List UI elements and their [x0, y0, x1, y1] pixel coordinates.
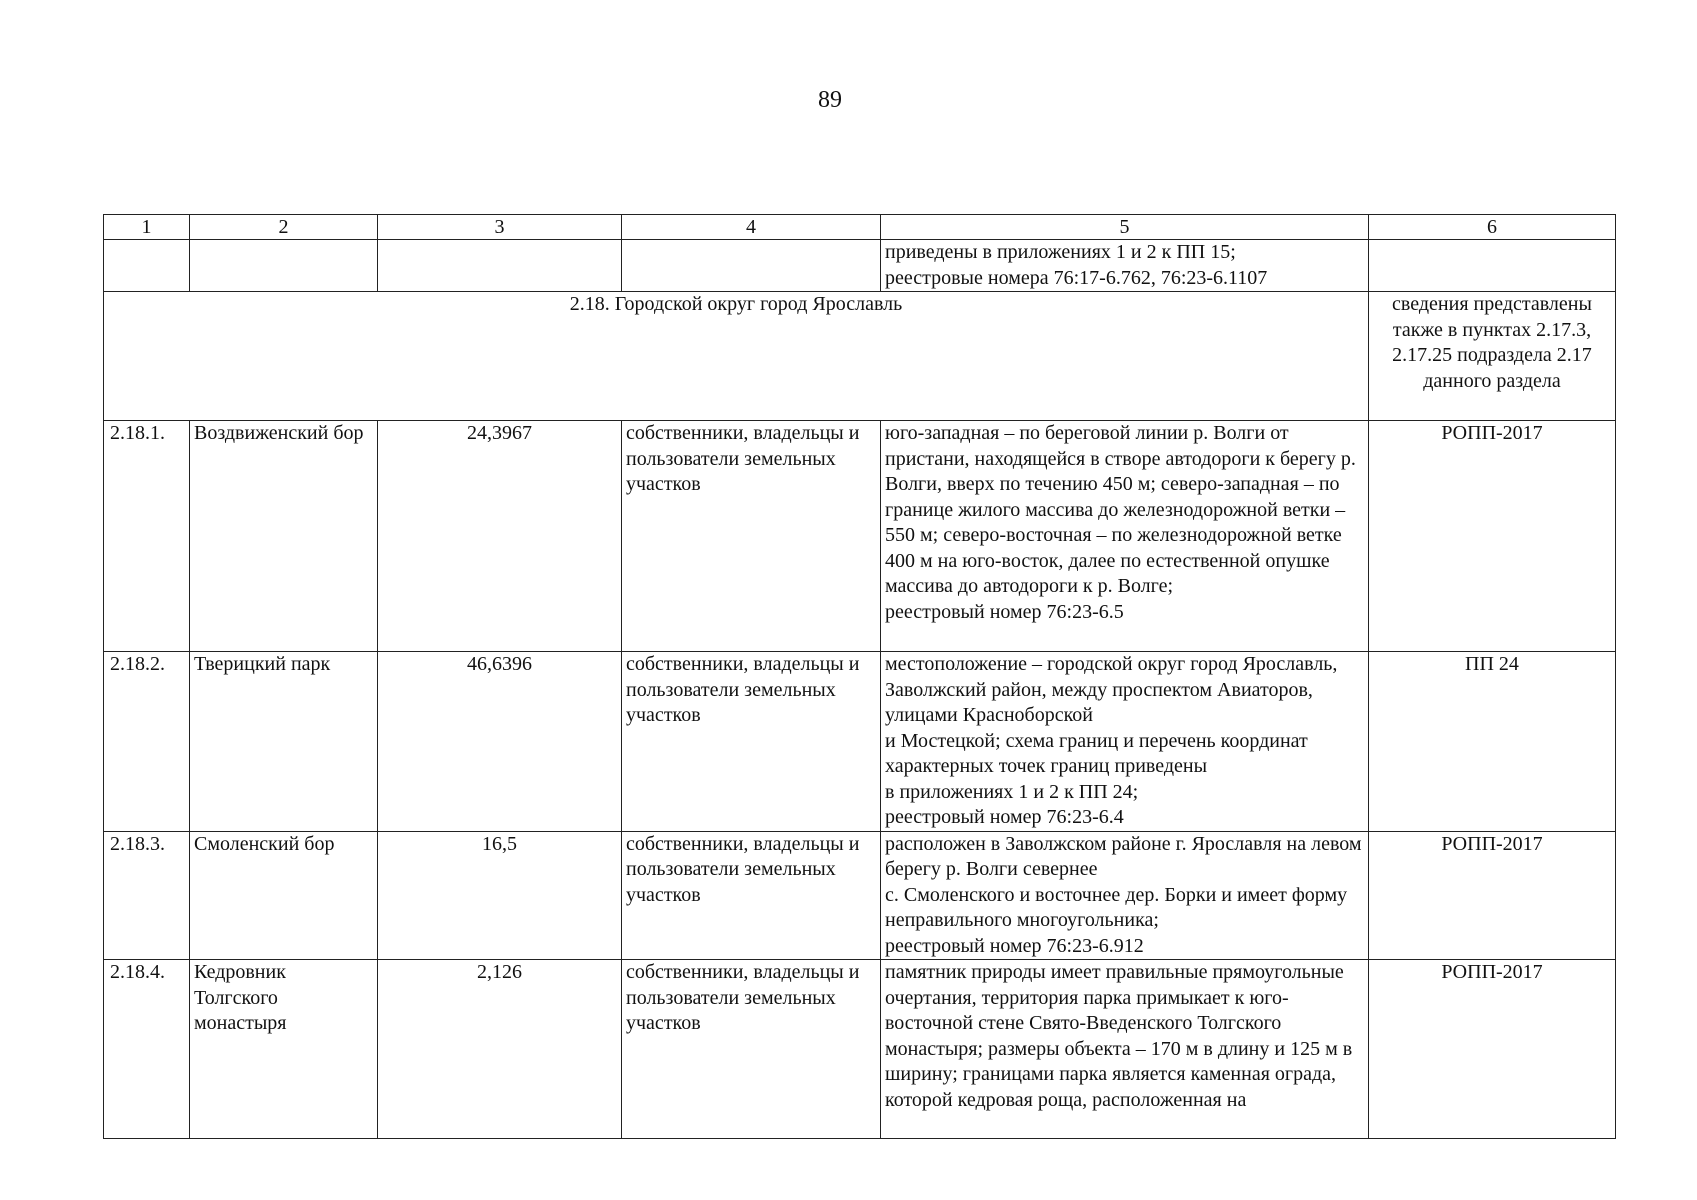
owners-cell: собственники, владельцы и пользователи земельных участков — [622, 960, 881, 1139]
description-cell: приведены в приложениях 1 и 2 к ПП 15; реестровые номера 76:17-6.762, 76:23-6.1107 — [881, 240, 1369, 292]
section-title: 2.18. Городской округ город Ярославль — [104, 292, 1369, 421]
continuation-row — [104, 240, 1616, 292]
area-value: 2,126 — [378, 960, 622, 1139]
column-number: 3 — [378, 215, 622, 240]
column-number: 4 — [622, 215, 881, 240]
row-number: 2.18.1. — [104, 421, 190, 652]
table-cell — [622, 240, 881, 292]
description-cell: памятник природы имеет правильные прямоугольные очертания, территория парка примыкает к юго-восточной стене Свято-Введенского Толгского монастыря; размеры объекта – 170 м в длину и 125 м в ширину; границами парка является каменная ограда, которой кедровая роща, расположенная на — [881, 960, 1369, 1139]
table-row — [104, 652, 1616, 832]
description-cell: местоположение – городской округ город Ярославль, Заволжский район, между проспектом Авиаторов, улицами Красноборской и Мостецкой; схема границ и перечень координат характерных точек границ приведены в приложениях 1 и 2 к ПП 24; реестровый номер 76:23-6.4 — [881, 652, 1369, 832]
section-note: сведения представлены также в пунктах 2.17.3, 2.17.25 подраздела 2.17 данного раздела — [1369, 292, 1616, 421]
description-cell: расположен в Заволжском районе г. Ярославля на левом берегу р. Волги севернее с. Смоленского и восточнее дер. Борки и имеет форму неправильного многоугольника; реестровый номер 76:23-6.912 — [881, 831, 1369, 960]
area-value: 24,3967 — [378, 421, 622, 652]
column-number: 1 — [104, 215, 190, 240]
column-number: 2 — [190, 215, 378, 240]
row-number: 2.18.3. — [104, 831, 190, 960]
owners-cell: собственники, владельцы и пользователи земельных участков — [622, 421, 881, 652]
area-value: 16,5 — [378, 831, 622, 960]
source-cell: РОПП-2017 — [1369, 421, 1616, 652]
source-cell: РОПП-2017 — [1369, 831, 1616, 960]
page-number: 89 — [818, 87, 842, 113]
object-name: Кедровник Толгского монастыря — [190, 960, 378, 1139]
source-cell: РОПП-2017 — [1369, 960, 1616, 1139]
description-cell: юго-западная – по береговой линии р. Волги от пристани, находящейся в створе автодороги к берегу р. Волги, вверх по течению 450 м; северо-западная – по границе жилого массива до железнодорожной ветки – 550 м; северо-восточная – по железнодорожной ветке 400 м на юго-восток, далее по естественной опушке массива до автодороги к р. Волге; реестровый номер 76:23-6.5 — [881, 421, 1369, 652]
table-row — [104, 960, 1616, 1139]
owners-cell: собственники, владельцы и пользователи земельных участков — [622, 831, 881, 960]
table-row — [104, 831, 1616, 960]
column-number-row — [104, 215, 1616, 240]
object-name: Воздвиженский бор — [190, 421, 378, 652]
area-value: 46,6396 — [378, 652, 622, 832]
section-header-row — [104, 292, 1616, 421]
row-number: 2.18.4. — [104, 960, 190, 1139]
table-cell — [378, 240, 622, 292]
column-number: 6 — [1369, 215, 1616, 240]
object-name: Тверицкий парк — [190, 652, 378, 832]
table-row — [104, 421, 1616, 652]
owners-cell: собственники, владельцы и пользователи земельных участков — [622, 652, 881, 832]
object-name: Смоленский бор — [190, 831, 378, 960]
row-number: 2.18.2. — [104, 652, 190, 832]
source-cell: ПП 24 — [1369, 652, 1616, 832]
table-cell — [104, 240, 190, 292]
table-cell — [190, 240, 378, 292]
source-cell — [1369, 240, 1616, 292]
protected-areas-table — [103, 214, 1616, 1139]
column-number: 5 — [881, 215, 1369, 240]
